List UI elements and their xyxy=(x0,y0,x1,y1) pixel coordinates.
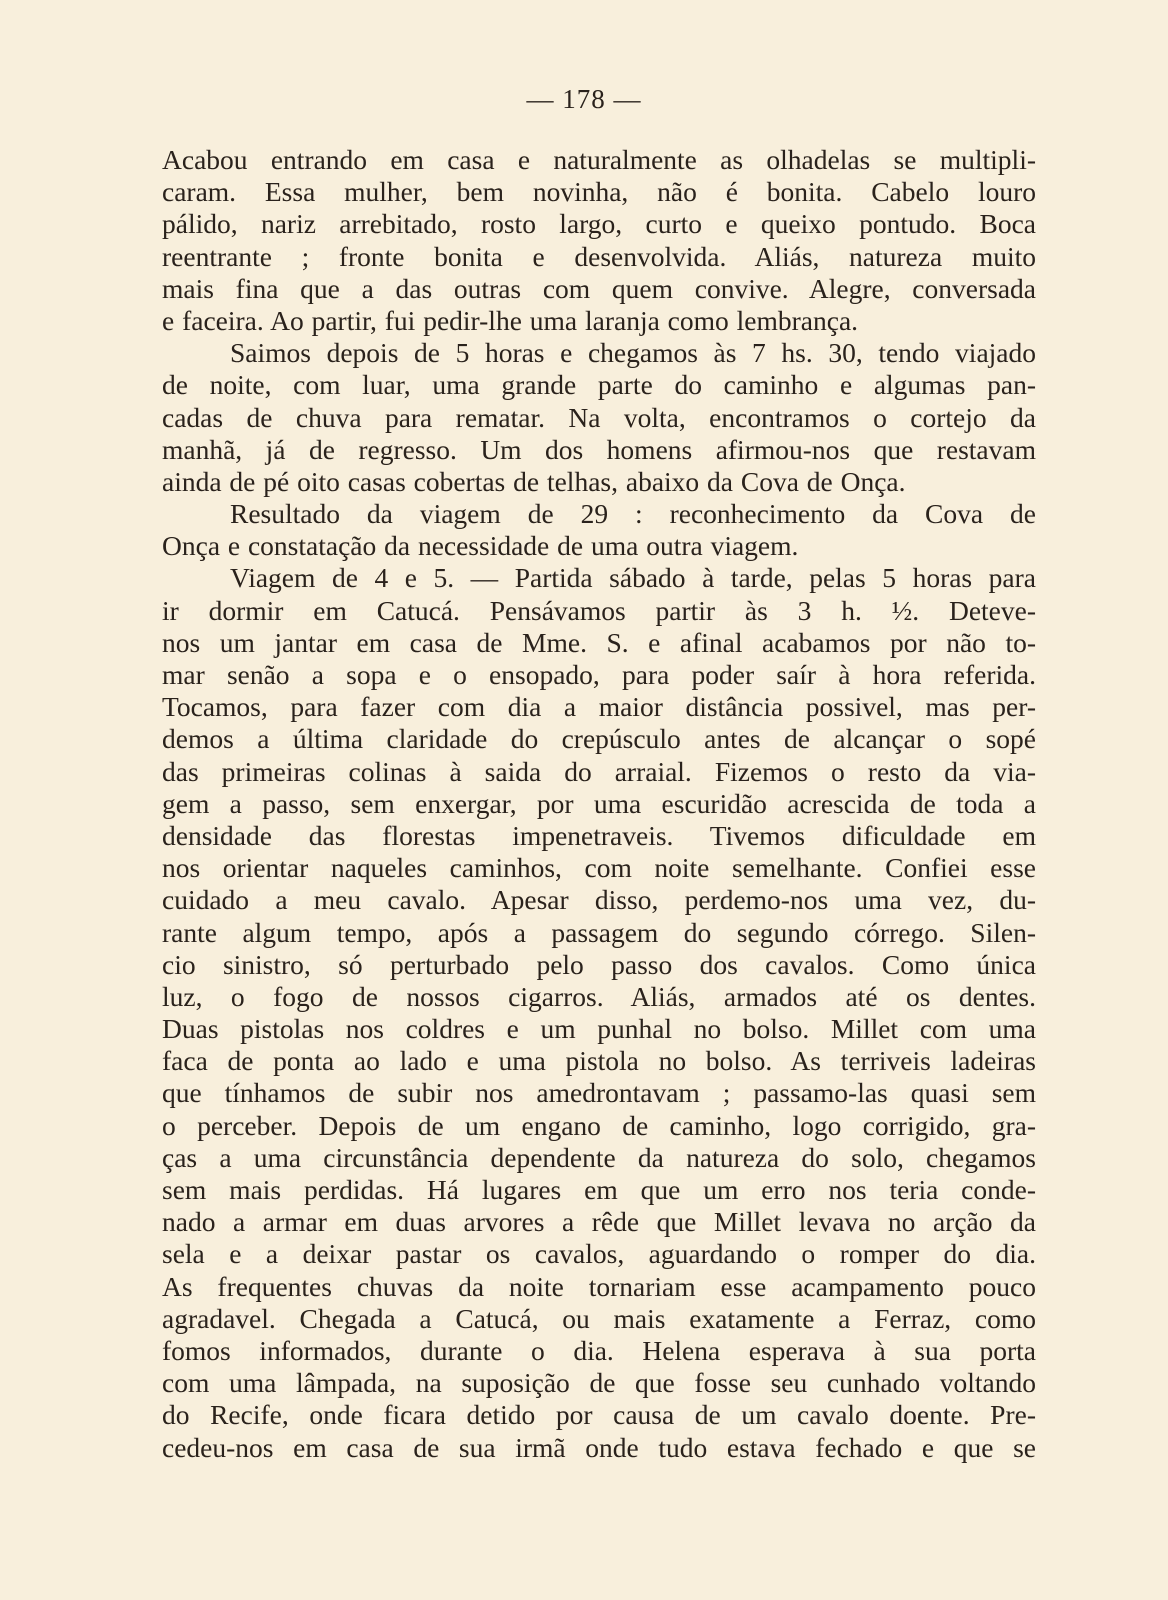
text-line: das primeiras colinas à saida do arraial. Fizemos o resto da via- xyxy=(162,755,1036,787)
text-line: demos a última claridade do crepúsculo antes de alcançar o sopé xyxy=(162,723,1036,755)
text-line: com uma lâmpada, na suposição de que fosse seu cunhado voltando xyxy=(162,1367,1036,1399)
text-line: nos um jantar em casa de Mme. S. e afinal acabamos por não to- xyxy=(162,626,1036,658)
page-number: — 178 — xyxy=(526,84,642,114)
text-line: Viagem de 4 e 5. — Partida sábado à tarde, pelas 5 horas para xyxy=(230,562,1036,594)
text-line: Resultado da viagem de 29 : reconhecimento da Cova de xyxy=(230,498,1036,530)
text-line: Duas pistolas nos coldres e um punhal no bolso. Millet com uma xyxy=(162,1013,1036,1045)
paragraph xyxy=(162,498,1036,562)
text-line: faca de ponta ao lado e uma pistola no bolso. As terriveis ladeiras xyxy=(162,1045,1036,1077)
text-line: manhã, já de regresso. Um dos homens afirmou-nos que restavam xyxy=(162,433,1036,465)
text-line: ainda de pé oito casas cobertas de telhas, abaixo da Cova de Onça. xyxy=(162,465,906,497)
paragraph xyxy=(162,562,1036,1463)
text-line: caram. Essa mulher, bem novinha, não é bonita. Cabelo louro xyxy=(162,176,1036,208)
text-line: cuidado a meu cavalo. Apesar disso, perdemo-nos uma vez, du- xyxy=(162,884,1036,916)
text-line: rante algum tempo, após a passagem do segundo córrego. Silen- xyxy=(162,916,1036,948)
text-line: reentrante ; fronte bonita e desenvolvida. Aliás, natureza muito xyxy=(162,240,1036,272)
text-line: que tínhamos de subir nos amedrontavam ; passamo-las quasi sem xyxy=(162,1077,1036,1109)
text-line: Acabou entrando em casa e naturalmente as olhadelas se multipli- xyxy=(162,144,1036,175)
text-line: do Recife, onde ficara detido por causa de um cavalo doente. Pre- xyxy=(162,1399,1036,1431)
text-line: sem mais perdidas. Há lugares em que um erro nos teria conde- xyxy=(162,1174,1036,1205)
text-line: Tocamos, para fazer com dia a maior distância possivel, mas per- xyxy=(162,691,1036,723)
text-line: mais fina que a das outras com quem convive. Alegre, conversada xyxy=(162,272,1036,304)
text-line: de noite, com luar, uma grande parte do caminho e algumas pan- xyxy=(162,369,1036,401)
body-text xyxy=(162,144,1036,1464)
text-line: e faceira. Ao partir, fui pedir-lhe uma laranja como lembrança. xyxy=(162,304,859,336)
text-line: fomos informados, durante o dia. Helena esperava à sua porta xyxy=(162,1334,1036,1366)
text-line: agradavel. Chegada a Catucá, ou mais exatamente a Ferraz, como xyxy=(162,1302,1036,1334)
paragraph xyxy=(162,337,1036,498)
text-line: cadas de chuva para rematar. Na volta, encontramos o cortejo da xyxy=(162,401,1036,433)
text-line: o perceber. Depois de um engano de caminho, logo corrigido, gra- xyxy=(162,1109,1036,1141)
text-line: cio sinistro, só perturbado pelo passo dos cavalos. Como única xyxy=(162,948,1036,980)
text-line: mar senão a sopa e o ensopado, para poder saír à hora referida. xyxy=(162,659,1036,690)
text-line: As frequentes chuvas da noite tornariam esse acampamento pouco xyxy=(162,1270,1036,1302)
text-line: sela e a deixar pastar os cavalos, aguardando o romper do dia. xyxy=(162,1238,1036,1270)
text-line: cedeu-nos em casa de sua irmã onde tudo estava fechado e que se xyxy=(162,1431,1036,1463)
text-line: gem a passo, sem enxergar, por uma escuridão acrescida de toda a xyxy=(162,787,1036,819)
text-line: nado a armar em duas arvores a rêde que Millet levava no arção da xyxy=(162,1206,1036,1238)
text-line: ças a uma circunstância dependente da natureza do solo, chegamos xyxy=(162,1141,1036,1173)
paragraph xyxy=(162,144,1036,337)
text-line: nos orientar naqueles caminhos, com noite semelhante. Confiei esse xyxy=(162,852,1036,884)
text-line: Onça e constatação da necessidade de uma outra viagem. xyxy=(162,530,799,562)
text-line: ir dormir em Catucá. Pensávamos partir às 3 h. ½. Deteve- xyxy=(162,594,1036,626)
text-line: Saimos depois de 5 horas e chegamos às 7 hs. 30, tendo viajado xyxy=(230,337,1036,369)
text-line: luz, o fogo de nossos cigarros. Aliás, armados até os dentes. xyxy=(162,980,1036,1012)
text-line: densidade das florestas impenetraveis. Tivemos dificuldade em xyxy=(162,819,1036,851)
text-line: pálido, nariz arrebitado, rosto largo, curto e queixo pontudo. Boca xyxy=(162,208,1036,240)
